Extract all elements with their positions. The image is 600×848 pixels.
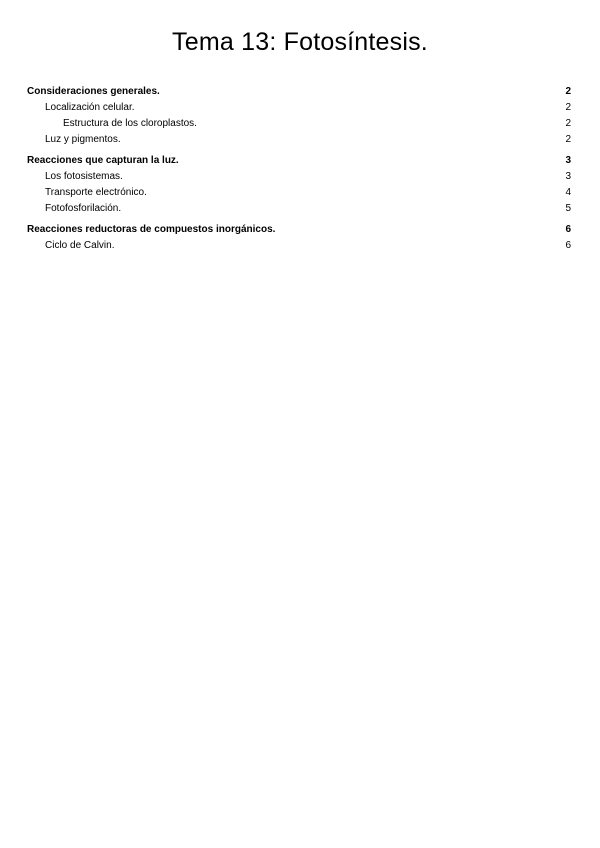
toc-section (27, 222, 571, 254)
toc-entry-fotofosforilacion[interactable] (27, 201, 571, 217)
table-of-contents (27, 84, 571, 259)
toc-entry-consideraciones-generales[interactable] (27, 84, 571, 100)
toc-entry-localizacion-celular[interactable] (27, 100, 571, 116)
toc-entry-transporte-electronico[interactable] (27, 185, 571, 201)
toc-entry-page-number: 3 (565, 171, 571, 182)
toc-section (27, 84, 571, 148)
toc-entry-page-number: 3 (565, 155, 571, 166)
page-title: Tema 13: Fotosíntesis. (172, 28, 428, 56)
toc-entry-luz-y-pigmentos[interactable] (27, 132, 571, 148)
toc-entry-page-number: 6 (565, 240, 571, 251)
toc-entry-page-number: 5 (565, 203, 571, 214)
toc-entry-label: Transporte electrónico. (45, 187, 147, 198)
toc-entry-label: Estructura de los cloroplastos. (63, 118, 197, 129)
toc-entry-page-number: 2 (565, 118, 571, 129)
toc-entry-page-number: 2 (565, 102, 571, 113)
toc-entry-reacciones-reductoras[interactable] (27, 222, 571, 238)
toc-entry-page-number: 4 (565, 187, 571, 198)
toc-section (27, 153, 571, 217)
toc-entry-label: Luz y pigmentos. (45, 134, 121, 145)
toc-entry-fotosistemas[interactable] (27, 169, 571, 185)
toc-entry-estructura-cloroplastos[interactable] (27, 116, 571, 132)
toc-entry-label: Consideraciones generales. (27, 86, 160, 97)
toc-entry-label: Reacciones que capturan la luz. (27, 155, 179, 166)
toc-entry-page-number: 2 (565, 134, 571, 145)
toc-entry-label: Localización celular. (45, 102, 135, 113)
toc-entry-label: Reacciones reductoras de compuestos inorgánicos. (27, 224, 276, 235)
toc-entry-label: Ciclo de Calvin. (45, 240, 115, 251)
toc-entry-page-number: 2 (565, 86, 571, 97)
toc-entry-label: Los fotosistemas. (45, 171, 123, 182)
toc-entry-label: Fotofosforilación. (45, 203, 122, 214)
toc-entry-page-number: 6 (565, 224, 571, 235)
toc-entry-ciclo-de-calvin[interactable] (27, 238, 571, 254)
toc-entry-reacciones-capturan-luz[interactable] (27, 153, 571, 169)
